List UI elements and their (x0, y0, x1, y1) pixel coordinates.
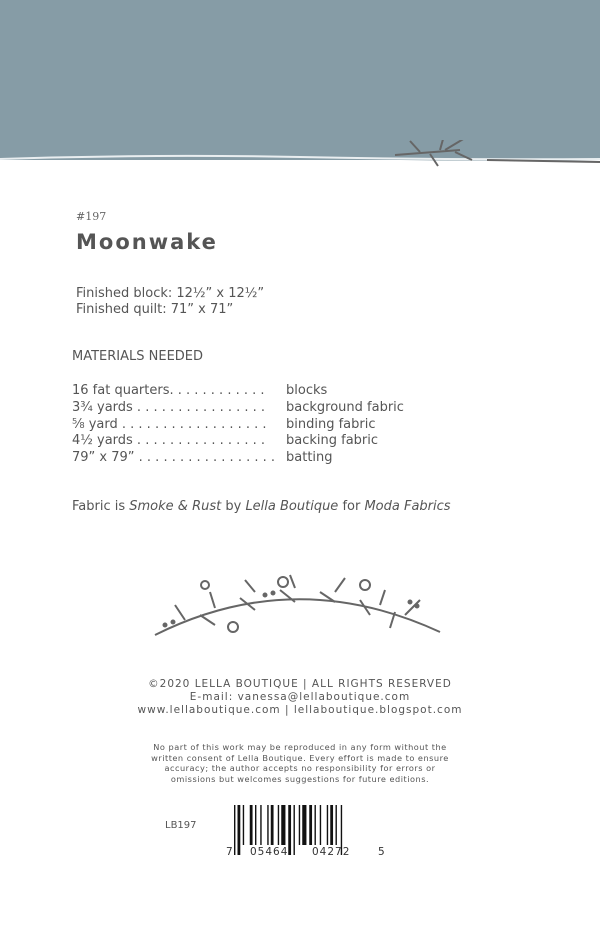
material-use: blocks (286, 383, 328, 398)
barcode-bar (302, 805, 306, 845)
barcode-bar (320, 805, 321, 845)
fabric-prefix: Fabric is (72, 499, 130, 514)
fabric-manufacturer: Moda Fabrics (364, 499, 451, 514)
barcode-first-digit: 7 (226, 846, 233, 858)
material-qty: 4½ yards . . . . . . . . . . . . . . . . (72, 433, 266, 448)
fabric-by: by (221, 499, 246, 514)
materials-heading: MATERIALS NEEDED (72, 349, 204, 364)
sku: LB197 (165, 820, 197, 831)
fabric-designer: Lella Boutique (245, 499, 339, 514)
barcode-bar (309, 805, 312, 845)
copyright-block (0, 678, 600, 717)
header-band (0, 0, 600, 160)
barcode-bar (250, 805, 253, 845)
material-qty: 16 fat quarters. . . . . . . . . . . . (72, 383, 265, 398)
barcode-bar (315, 805, 316, 845)
barcode-bar (299, 805, 300, 845)
barcode-bar (234, 805, 235, 855)
finished-block: Finished block: 12½” x 12½” (76, 286, 265, 301)
material-qty: 79” x 79” . . . . . . . . . . . . . . . . . (72, 450, 276, 465)
barcode-bar (238, 805, 241, 855)
material-use: binding fabric (286, 417, 376, 432)
barcode-bar (267, 805, 268, 845)
email: E-mail: vanessa@lellaboutique.com (189, 691, 411, 703)
material-use: background fabric (286, 400, 404, 415)
barcode-bar (294, 805, 295, 855)
barcode-bar (243, 805, 244, 845)
barcode-bar (271, 805, 274, 845)
floral-branch-icon (0, 140, 600, 185)
barcode-right-digits: 04272 (312, 846, 351, 858)
legal-line: omissions but welcomes suggestions for future editions. (170, 773, 430, 784)
fabric-collection: Smoke & Rust (129, 499, 222, 514)
legal-notice (0, 742, 600, 784)
floral-wreath-icon (145, 570, 450, 645)
copyright: ©2020 LELLA BOUTIQUE | ALL RIGHTS RESERVED (148, 678, 452, 690)
barcode-left-digits: 05464 (250, 846, 289, 858)
barcode-bar (255, 805, 256, 845)
barcode-bar (288, 805, 291, 855)
fabric-credit (72, 499, 451, 514)
barcode-bar (336, 805, 337, 845)
legal-line: written consent of Lella Boutique. Every effort is made to ensure (151, 752, 449, 763)
material-qty: 3¾ yards . . . . . . . . . . . . . . . . (72, 400, 266, 415)
websites: www.lellaboutique.com | lellaboutique.blogspot.com (137, 704, 463, 716)
barcode-bar (330, 805, 333, 845)
material-qty: ⅝ yard . . . . . . . . . . . . . . . . . . (72, 417, 267, 432)
pattern-number: #197 (76, 210, 107, 223)
finished-quilt: Finished quilt: 71” x 71” (76, 302, 234, 317)
legal-line: accuracy; the author accepts no responsibility for errors or (164, 763, 436, 773)
barcode-bar (260, 805, 261, 845)
material-use: backing fabric (286, 433, 379, 448)
barcode-bar (281, 805, 285, 845)
barcode-bar (278, 805, 279, 845)
fabric-for: for (338, 499, 365, 514)
material-use: batting (286, 450, 333, 465)
barcode-bar (327, 805, 328, 845)
pattern-title: Moonwake (76, 230, 218, 254)
barcode-check-digit: 5 (378, 846, 385, 858)
legal-line: No part of this work may be reproduced in any form without the (153, 742, 447, 752)
